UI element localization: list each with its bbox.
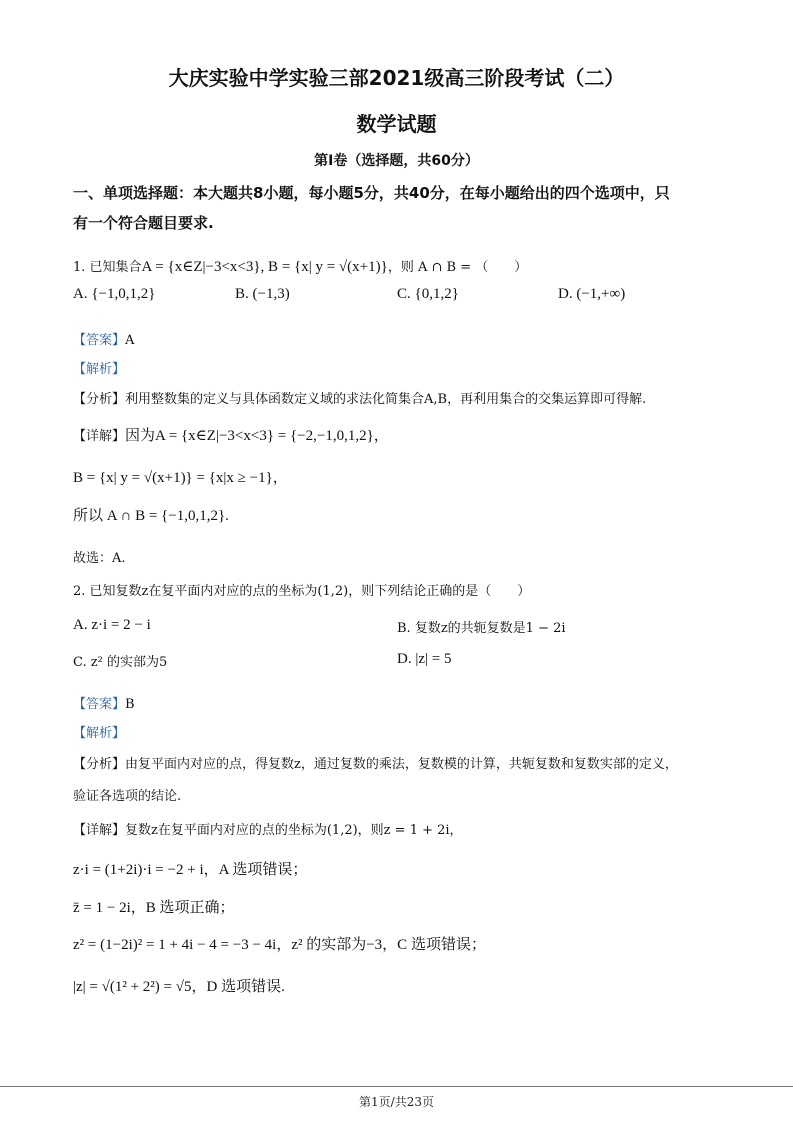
q2-option-b: B. 复数z的共轭复数是1 − 2i	[397, 621, 566, 636]
subject-title: 数学试题	[356, 112, 437, 136]
q1-conclusion: 故选：A.	[73, 551, 126, 566]
q2-answer-tag: 【答案】	[73, 697, 126, 712]
q1-fenxi-tag: 【分析】	[73, 392, 126, 407]
q1-option-c: C. {0,1,2}	[397, 286, 459, 302]
q1-xiangjie-2: B = {x| y = √(x+1)} = {x|x ≥ −1}，	[73, 470, 288, 486]
q1-option-b: B. (−1,3)	[235, 286, 290, 302]
q2-answer	[73, 693, 135, 712]
q2-xiangjie-5: |z| = √(1² + 2²) = √5，D 选项错误.	[73, 979, 285, 995]
q1-stem	[73, 256, 527, 276]
q1-option-a: A. {−1,0,1,2}	[73, 286, 156, 302]
q1-answer	[73, 329, 134, 348]
q1-xiangjie-3: 所以 A ∩ B = {−1,0,1,2}.	[73, 508, 229, 524]
exam-title: 大庆实验中学实验三部2021级高三阶段考试（二）	[168, 66, 625, 90]
footer-divider	[0, 1086, 793, 1087]
q1-option-d: D. (−1,+∞)	[558, 286, 626, 302]
page-number: 第1页/共23页	[359, 1095, 434, 1109]
q1-sets: A = {x∈Z|−3<x<3}, B = {x| y = √(x+1)}	[141, 259, 388, 275]
q2-analysis-tag: 【解析】	[73, 726, 126, 741]
q1-analysis-tag: 【解析】	[73, 362, 126, 377]
q2-xiangjie-4: z² = (1−2i)² = 1 + 4i − 4 = −3 − 4i，z² 的实部为−3，C 选项错误；	[73, 937, 486, 953]
q1-xiangjie-1	[73, 424, 389, 445]
section-instruction-line1: 一、单项选择题：本大题共8小题，每小题5分，共40分，在每小题给出的四个选项中，只	[73, 184, 670, 202]
q1-prefix: 1. 已知集合	[73, 260, 142, 275]
q2-fenxi-tag: 【分析】	[73, 757, 126, 772]
q2-stem: 2. 已知复数z在复平面内对应的点的坐标为(1,2)，则下列结论正确的是（ ）	[73, 584, 531, 599]
q1-fenxi-text: 利用整数集的定义与具体函数定义域的求法化简集合A,B，再利用集合的交集运算即可得解.	[125, 392, 647, 407]
q2-option-d: D. |z| = 5	[397, 651, 452, 667]
q2-fenxi-1	[73, 753, 678, 772]
q2-xiangjie-3: z̄ = 1 − 2i，B 选项正确；	[73, 900, 235, 916]
q2-xiangjie-1	[73, 819, 463, 838]
section-instruction-line2: 有一个符合题目要求.	[73, 214, 214, 232]
q2-option-c: C. z² 的实部为5	[73, 655, 168, 670]
q2-fenxi-1-text: 由复平面内对应的点，得复数z，通过复数的乘法，复数模的计算，共轭复数和复数实部的定义，	[125, 757, 678, 772]
q1-fenxi	[73, 388, 646, 407]
q2-xiangjie-2: z·i = (1+2i)·i = −2 + i，A 选项错误；	[73, 862, 308, 878]
q2-option-a: A. z·i = 2 − i	[73, 617, 151, 633]
part-heading: 第Ⅰ卷（选择题，共60分）	[314, 153, 479, 169]
q1-answer-value: A	[125, 333, 135, 348]
q1-xiangjie-1-text: 因为A = {x∈Z|−3<x<3} = {−2,−1,0,1,2}，	[125, 428, 389, 444]
q1-answer-tag: 【答案】	[73, 333, 126, 348]
q1-xiangjie-tag: 【详解】	[73, 429, 126, 444]
q2-xiangjie-tag: 【详解】	[73, 823, 126, 838]
q1-suffix: ，则 A ∩ B = （ ）	[387, 260, 528, 275]
q2-answer-value: B	[125, 697, 135, 712]
q2-fenxi-2: 验证各选项的结论.	[73, 789, 182, 804]
q2-xiangjie-1-text: 复数z在复平面内对应的点的坐标为(1,2)，则z = 1 + 2i，	[125, 823, 463, 838]
